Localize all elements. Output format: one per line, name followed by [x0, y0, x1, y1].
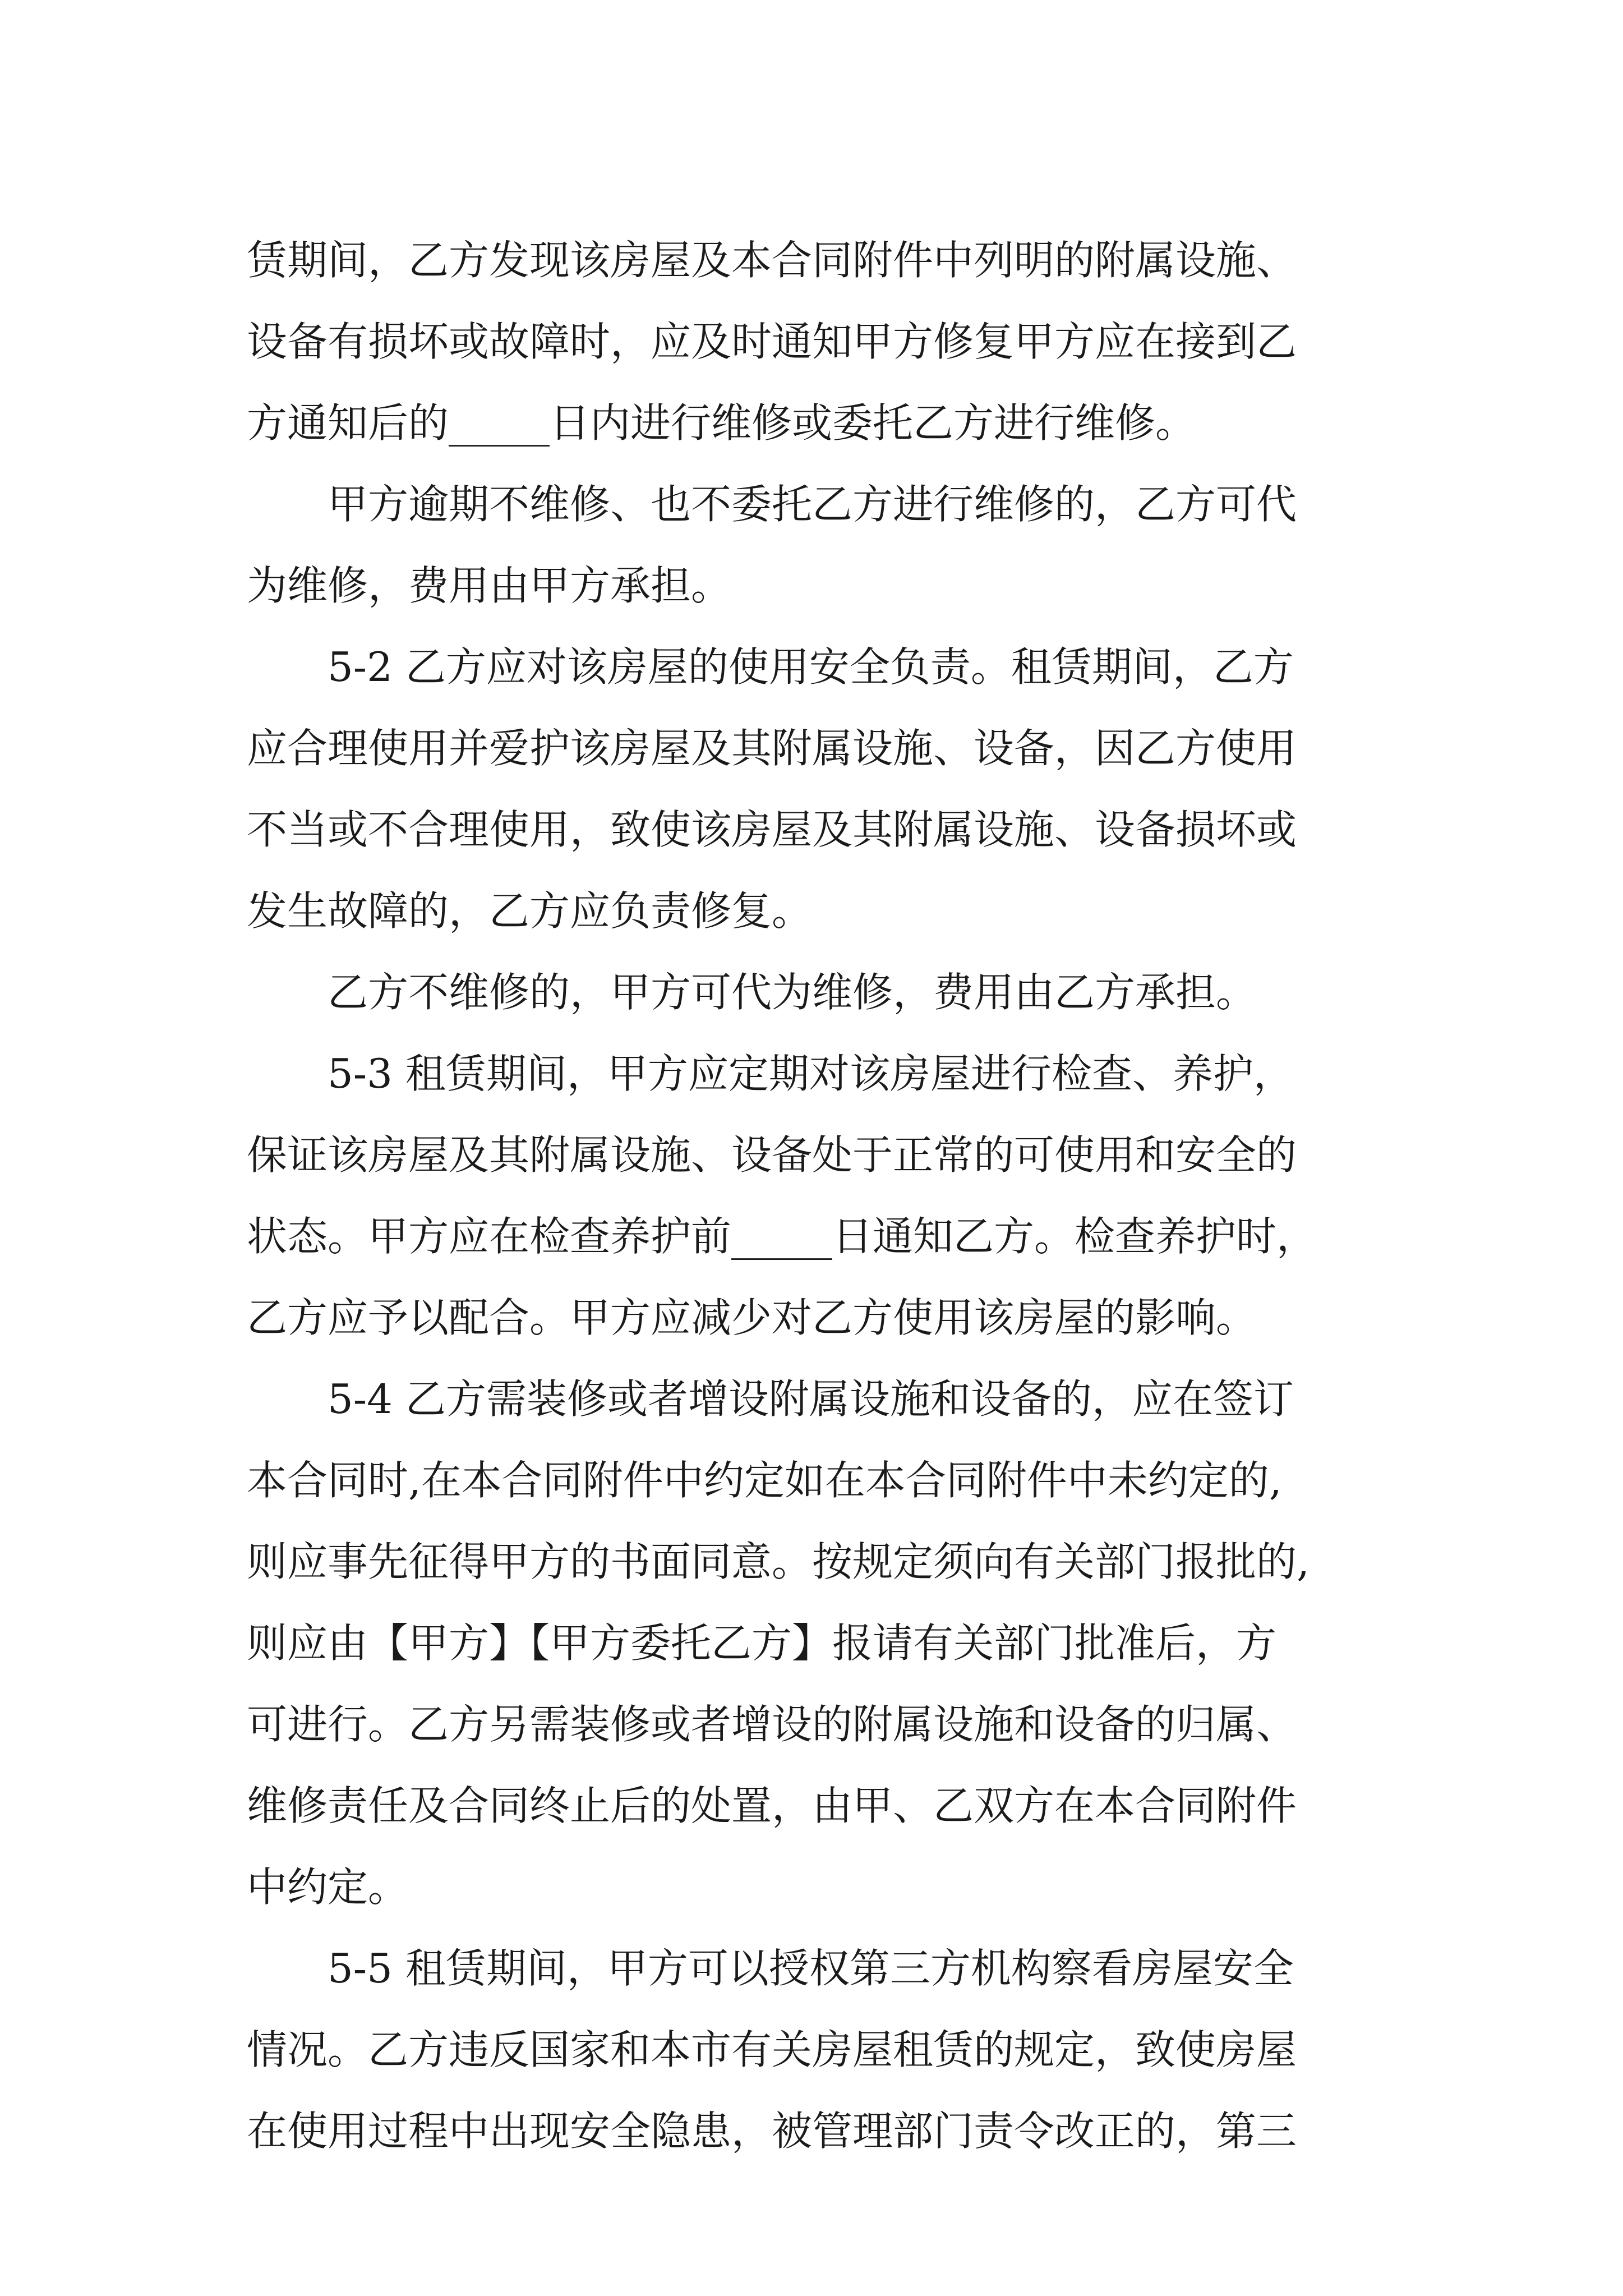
text-line: 5-5 租赁期间，甲方可以授权第三方机构察看房屋安全: [247, 1945, 1294, 1992]
text-line: 为维修，费用由甲方承担。: [247, 562, 732, 609]
text-line: 状态。甲方应在检查养护前_____日通知乙方。检查养护时，: [247, 1213, 1317, 1260]
text-line: 5-2 乙方应对该房屋的使用安全负责。租赁期间，乙方: [247, 643, 1294, 691]
text-line: 保证该房屋及其附属设施、设备处于正常的可使用和安全的: [247, 1131, 1297, 1179]
text-line: 5-3 租赁期间，甲方应定期对该房屋进行检查、养护，: [247, 1050, 1294, 1097]
text-line: 乙方不维修的，甲方可代为维修，费用由乙方承担。: [247, 969, 1257, 1016]
text-line: 则应事先征得甲方的书面同意。按规定须向有关部门报批的,: [247, 1538, 1310, 1585]
text-line: 应合理使用并爱护该房屋及其附属设施、设备，因乙方使用: [247, 725, 1297, 772]
text-line: 则应由【甲方】【甲方委托乙方】报请有关部门批准后，方: [247, 1619, 1277, 1667]
text-line: 甲方逾期不维修、也不委托乙方进行维修的，乙方可代: [247, 481, 1297, 528]
text-line: 设备有损坏或故障时，应及时通知甲方修复甲方应在接到乙: [247, 318, 1297, 365]
text-line: 赁期间，乙方发现该房屋及本合同附件中列明的附属设施、: [247, 237, 1297, 284]
text-line: 在使用过程中出现安全隐患，被管理部门责令改正的，第三: [247, 2108, 1297, 2155]
contract-text: [247, 220, 1380, 2172]
text-line: 维修责任及合同终止后的处置，由甲、乙双方在本合同附件: [247, 1782, 1297, 1829]
text-line: 方通知后的_____日内进行维修或委托乙方进行维修。: [247, 399, 1196, 447]
text-line: 中约定。: [247, 1864, 409, 1911]
text-line: 可进行。乙方另需装修或者增设的附属设施和设备的归属、: [247, 1701, 1297, 1748]
text-line: 情况。乙方违反国家和本市有关房屋租赁的规定，致使房屋: [247, 2026, 1297, 2073]
text-line: 不当或不合理使用，致使该房屋及其附属设施、设备损坏或: [247, 806, 1297, 853]
text-line: 本合同时,在本合同附件中约定如在本合同附件中未约定的,: [247, 1457, 1282, 1504]
text-line: 乙方应予以配合。甲方应减少对乙方使用该房屋的影响。: [247, 1294, 1257, 1341]
text-line: 5-4 乙方需装修或者增设附属设施和设备的，应在签订: [247, 1375, 1294, 1423]
text-line: 发生故障的，乙方应负责修复。: [247, 887, 813, 935]
